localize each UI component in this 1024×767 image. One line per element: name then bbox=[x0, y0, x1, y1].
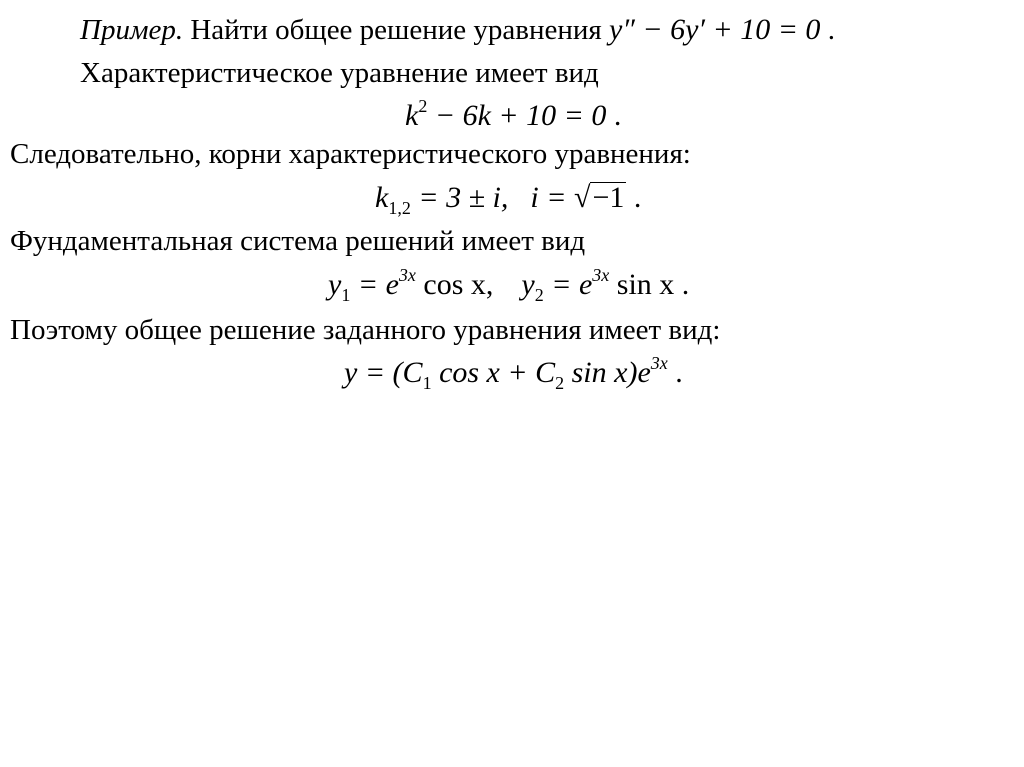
fundamental-period: . bbox=[674, 268, 690, 301]
general-solution-intro-text: Поэтому общее решение заданного уравнения имеет вид: bbox=[10, 314, 721, 346]
fundamental-intro-text: Фундаментальная система решений имеет вид bbox=[10, 225, 586, 257]
sqrt-radicand: −1 bbox=[592, 181, 625, 214]
general-solution bbox=[344, 355, 683, 391]
roots-value: = 3 ± i, bbox=[410, 181, 509, 214]
fundamental-system bbox=[328, 267, 689, 303]
sqrt-sign: √ bbox=[573, 181, 591, 214]
solution-exponent: 3x bbox=[650, 353, 668, 373]
sqrt-expression bbox=[574, 180, 626, 216]
c1-index: 1 bbox=[422, 373, 432, 393]
roots-k: k bbox=[375, 181, 389, 214]
roots-intro bbox=[10, 136, 691, 172]
characteristic-equation bbox=[405, 98, 621, 134]
general-solution-intro bbox=[10, 312, 720, 348]
example-text: Найти общее решение уравнения bbox=[183, 14, 610, 46]
c2-index: 2 bbox=[555, 373, 565, 393]
char-eq-power: 2 bbox=[418, 96, 428, 116]
fundamental-intro bbox=[10, 223, 585, 259]
char-eq-k: k bbox=[405, 99, 419, 132]
y2-exponent: 3x bbox=[592, 265, 610, 285]
y1-eq: = e bbox=[350, 268, 399, 301]
roots-equation bbox=[375, 180, 641, 216]
roots-period: . bbox=[626, 181, 642, 214]
solution-part-b: cos x + C bbox=[431, 356, 556, 389]
example-label: Пример. bbox=[80, 14, 184, 46]
y2-symbol: y bbox=[521, 268, 535, 301]
characteristic-intro bbox=[80, 55, 599, 91]
characteristic-intro-text: Характеристическое уравнение имеет вид bbox=[80, 57, 599, 89]
roots-intro-text: Следовательно, корни характеристического уравнения: bbox=[10, 138, 691, 170]
y1-cos: cos x, bbox=[415, 268, 494, 301]
y2-eq: = e bbox=[543, 268, 593, 301]
y2-sin: sin x bbox=[609, 268, 675, 301]
imaginary-unit: i = bbox=[530, 181, 574, 214]
char-eq-rest: − 6k + 10 = 0 bbox=[427, 99, 607, 132]
solution-part-c: sin x)e bbox=[564, 356, 651, 389]
roots-index: 1,2 bbox=[388, 198, 411, 218]
y1-symbol: y bbox=[328, 268, 342, 301]
y1-exponent: 3x bbox=[398, 265, 416, 285]
differential-equation: y″ − 6y′ + 10 = 0 bbox=[609, 13, 821, 46]
period: . bbox=[820, 14, 835, 46]
y2-index: 2 bbox=[534, 285, 544, 305]
y1-index: 1 bbox=[341, 285, 351, 305]
solution-part-a: y = (C bbox=[344, 356, 423, 389]
example-line bbox=[80, 12, 835, 48]
solution-period: . bbox=[667, 356, 683, 389]
char-eq-period: . bbox=[606, 99, 622, 132]
